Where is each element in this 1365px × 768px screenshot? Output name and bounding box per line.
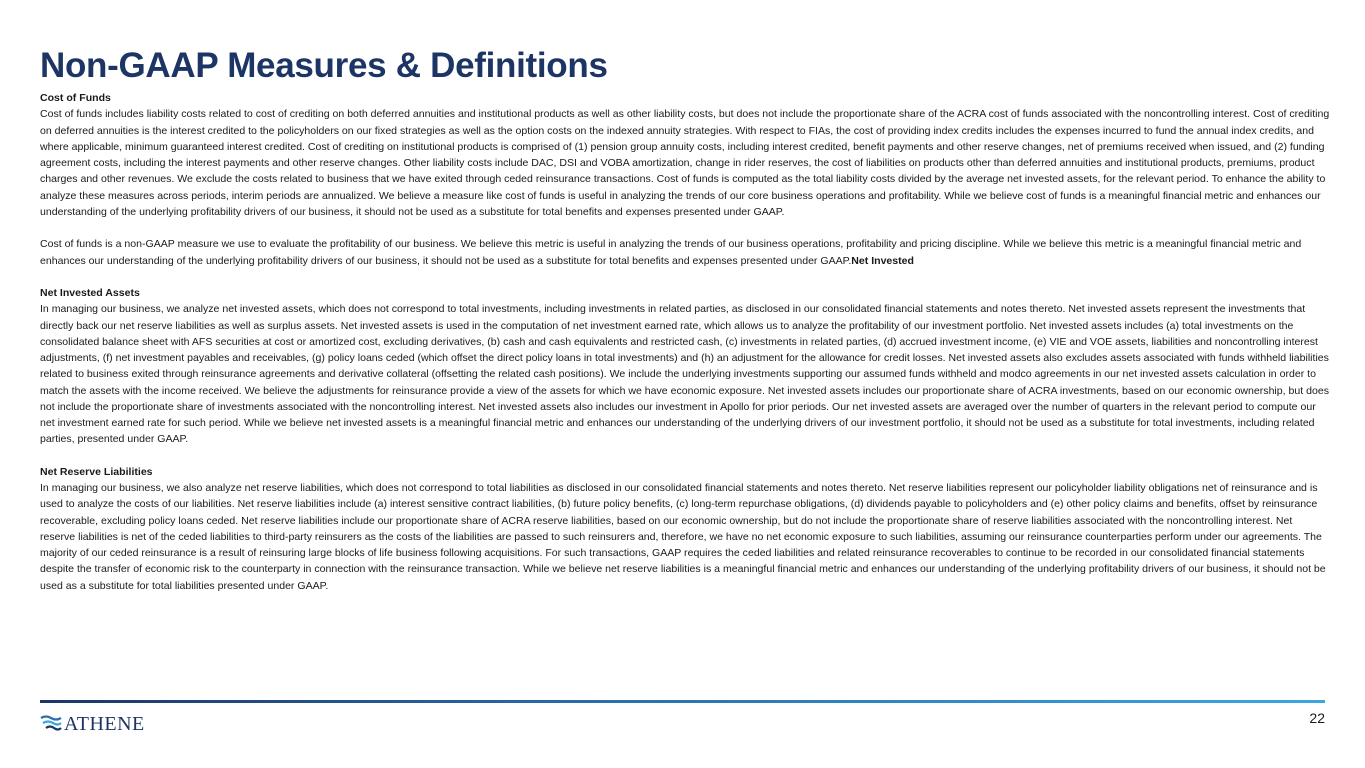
section-heading-net-reserve-liabilities: Net Reserve Liabilities (40, 465, 153, 478)
definitions-body (40, 90, 1330, 594)
page-number: 22 (1309, 710, 1325, 726)
section-heading-cost-of-funds: Cost of Funds (40, 92, 111, 104)
paragraph-spacer (40, 269, 1330, 285)
logo-wordmark: ATHENE (64, 713, 145, 735)
athene-logo (40, 712, 145, 736)
net-reserve-liabilities-paragraph: In managing our business, we also analyze net reserve liabilities, which does not correspond to total liabilities as disclosed in our consolidated financial statements and notes thereto. Net reserve liabilities represent our policyholder liability obligations net of reinsurance and is used to analyze the costs of our liabilities. Net reserve liabilities include (a) interest sensitive contract liabilities, (b) future policy benefits, (c) long-term repurchase obligations, (d) dividends payable to policyholders and (e) other policy claims and benefits, offset by reinsurance recoverable, excluding policy loans ceded. Net reserve liabilities include our proportionate share of ACRA reserve liabilities, based on our economic ownership, but do not include the proportionate share of reserve liabilities associated with the noncontrolling interest. Net reserve liabilities is net of the ceded liabilities to third-party reinsurers as the costs of the liabilities are passed to such reinsurers and, therefore, we have no net economic exposure to such liabilities, assuming our reinsurance counterparties perform under our agreements. The majority of our ceded reinsurance is a result of reinsuring large blocks of life business following acquisitions. For such transactions, GAAP requires the ceded liabilities and related reinsurance recoverables to continue to be recorded in our consolidated financial statements despite the transfer of economic risk to the counterparty in connection with the reinsurance transaction. While we believe net reserve liabilities is a meaningful financial metric and enhances our understanding of the underlying profitability drivers of our business, it should not be used as a substitute for total liabilities presented under GAAP. (40, 482, 1326, 592)
section-heading-net-invested-assets: Net Invested Assets (40, 287, 140, 299)
paragraph-spacer (40, 448, 1330, 464)
athene-wave-icon (40, 714, 62, 734)
cost-of-funds-trailing-bold: Net Invested (851, 254, 914, 267)
cost-of-funds-paragraph-2 (40, 236, 1330, 269)
net-invested-assets-paragraph: In managing our business, we analyze net invested assets, which does not correspond to total investments, including investments in related parties, as disclosed in our consolidated financial statements and notes thereto. Net invested assets represent the investments that directly back our net reserve liabilities as well as surplus assets. Net invested assets is used in the computation of net investment earned rate, which allows us to analyze the profitability of our investment portfolio. Net invested assets includes (a) total investments on the consolidated balance sheet with AFS securities at cost or amortized cost, excluding derivatives, (b) cash and cash equivalents and restricted cash, (c) investments in related parties, (d) accrued investment income, (e) VIE and VOE assets, liabilities and noncontrolling interest adjustments, (f) net investment payables and receivables, (g) policy loans ceded (which offset the direct policy loans in total investments) and (h) an adjustment for the allowance for credit losses. Net invested assets also excludes assets associated with funds withheld liabilities related to business exited through reinsurance agreements and derivative collateral (offsetting the related cash positions). We include the underlying investments supporting our assumed funds withheld and modco agreements in our net invested assets calculation in order to match the assets with the income received. We believe the adjustments for reinsurance provide a view of the assets for which we have economic exposure. Net invested assets includes our proportionate share of ACRA investments, based on our economic ownership, but does not include the proportionate share of investments associated with the noncontrolling interest. Net invested assets also includes our investment in Apollo for prior periods. Our net invested assets are averaged over the number of quarters in the relevant period to compute our net investment earned rate for such period. While we believe net invested assets is a meaningful financial metric and enhances our understanding of the underlying drivers of our investment portfolio, it should not be used as a substitute for total investments, including related parties, presented under GAAP. (40, 303, 1329, 446)
footer-divider (40, 700, 1325, 703)
paragraph-spacer (40, 220, 1330, 236)
cost-of-funds-paragraph-2-text: Cost of funds is a non-GAAP measure we use to evaluate the profitability of our business. We believe this metric is useful in analyzing the trends of our business operations, profitability and pricing discipline. While we believe this metric is a meaningful financial metric and enhances our understanding of the underlying profitability drivers of our business, it should not be used as a substitute for total benefits and expenses presented under GAAP. (40, 238, 1302, 267)
page-title: Non-GAAP Measures & Definitions (40, 46, 608, 85)
cost-of-funds-paragraph-1: Cost of funds includes liability costs related to cost of crediting on both deferred annuities and institutional products as well as other liability costs, but does not include the proportionate share of the ACRA cost of funds associated with the noncontrolling interest. Cost of crediting on deferred annuities is the interest credited to the policyholders on our fixed strategies as well as the option costs on the indexed annuity strategies. With respect to FIAs, the cost of providing index credits includes the expenses incurred to fund the annual index credits, and where applicable, minimum guaranteed interest credited. Cost of crediting on institutional products is comprised of (1) pension group annuity costs, including interest credited, benefit payments and other reserve changes, net of premiums received when issued, and (2) funding agreement costs, including the interest payments and other reserve changes. Other liability costs include DAC, DSI and VOBA amortization, change in rider reserves, the cost of liabilities on products other than deferred annuities and institutional products, premiums, product charges and other revenues. We exclude the costs related to business that we have exited through ceded reinsurance transactions. Cost of funds is computed as the total liability costs divided by the average net invested assets, for the relevant period. To enhance the ability to analyze these measures across periods, interim periods are annualized. We believe a measure like cost of funds is useful in analyzing the trends of our core business operations and profitability. While we believe cost of funds is a meaningful financial metric and enhances our understanding of the underlying profitability drivers of our business, it should not be used as a substitute for total benefits and expenses presented under GAAP. (40, 108, 1330, 218)
